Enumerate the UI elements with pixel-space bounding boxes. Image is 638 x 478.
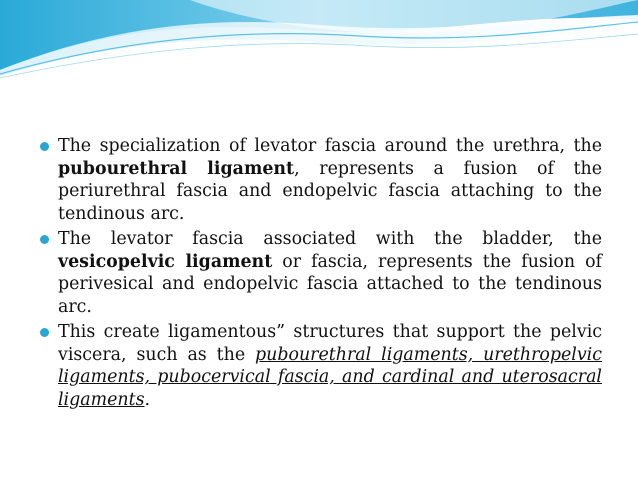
bullet-item-3: This create ligamentous” structures that support the pelvic viscera, such as the pubourethral ligaments, urethropelvic ligaments, pubocervical fascia, and cardinal and uterosacral ligaments.	[40, 321, 602, 411]
bullet-list	[40, 135, 602, 414]
bullet-dot	[40, 328, 49, 337]
bullet-item-2: The levator fascia associated with the bladder, the vesicopelvic ligament or fascia, represents the fusion of perivesical and endopelvic fascia attached to the tendinous arc.	[40, 228, 602, 318]
bullet-dot	[40, 235, 49, 244]
header-wave-decoration	[0, 0, 638, 80]
bullet-item-1: The specialization of levator fascia around the urethra, the pubourethral ligament, represents a fusion of the periurethral fascia and endopelvic fascia attaching to the tendinous arc.	[40, 135, 602, 225]
ligament-list: pubourethral ligaments, urethropelvic ligaments, pubocervical fascia, and cardinal and uterosacral ligaments	[58, 344, 602, 410]
bullet-dot	[40, 142, 49, 151]
term-vesicopelvic-ligament: vesicopelvic ligament	[58, 251, 273, 272]
term-pubourethral-ligament: pubourethral ligament	[58, 158, 295, 179]
